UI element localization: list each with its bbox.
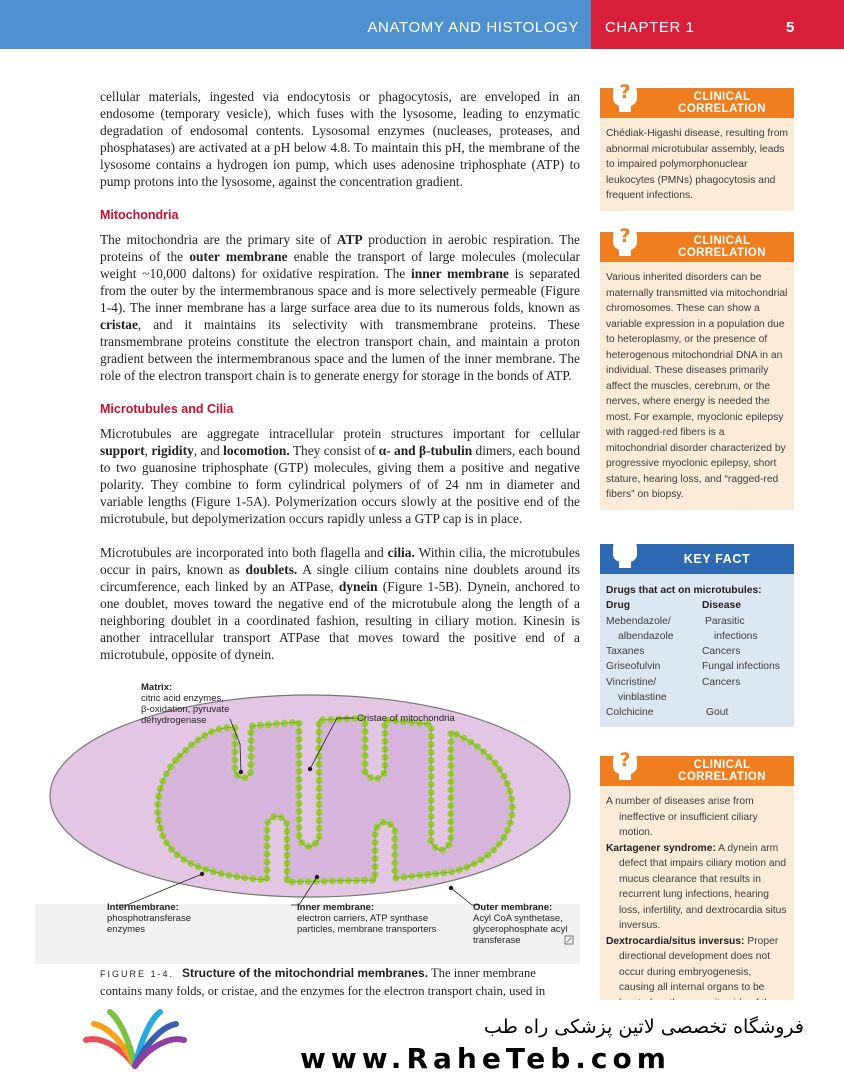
clinical-correlation-header: ? CLINICAL CORRELATION <box>600 756 794 786</box>
store-name-persian: فروشگاه تخصصی لاتین پزشکی راه طب <box>484 1016 804 1038</box>
mitochondria-heading: Mitochondria <box>100 208 179 222</box>
mitochondria-paragraph: The mitochondria are the primary site of ATP production in aerobic respiration. The proteins of the outer membrane enable the transport of large molecules (molecular weight ~10,000 daltons) for oxidative respiration. The inner membrane is separated from the outer by the intermembranous space and is more selectively permeable (Figure 1-4). The inner membrane has a large surface area due to its numerous folds, known as cristae, and it maintains its selectivity with transmembrane proteins. These transmembrane proteins constitute the electron transport chain, and maintain a proton gradient between the intermembranous space and the lumen of the inner membrane. The role of the electron transport chain is to generate energy for storage in the bonds of ATP. <box>100 232 580 383</box>
clinical-correlation-text: A number of diseases arise from ineffective or insufficient ciliary motion. Kartagener syndrome: A dynein arm defect that impairs ciliary motion and mucus clearance that results in recurrent lung infections, hearing loss, infertility, and dextrocardia situs inversus. Dextrocardia/situs inversus: Proper directional development does not occur during embryogenesis, causing all internal organs to be <box>600 786 794 1018</box>
inner-membrane-pointer-dot <box>315 875 319 879</box>
store-banner <box>0 1000 844 1080</box>
cristae-label: Cristae of mitochondria <box>357 713 455 724</box>
clinical-correlation-box-3 <box>600 749 794 1000</box>
keyhole-icon <box>610 536 640 574</box>
chapter-label: CHAPTER 1 <box>605 19 695 36</box>
microtubules-paragraph-2: Microtubules are incorporated into both flagella and cilia. Within cilia, the microtubules occur in pairs, known as doublets. A single cilium contains nine doublets around its circumference, each linked by an ATPase, dynein (Figure 1-5B). Dynein, anchored to one doublet, moves toward the negative end of the microtubule along the length of a neighboring doublet in a coordinated fashion, resulting in ciliary motion. Kinesin is another intracellular transport ATPase that moves toward the positive end of a microtubule, opposite of dynein. <box>100 545 580 662</box>
microtubules-paragraph-1: Microtubules are aggregate intracellular protein structures important for cellular support, rigidity, and locomotion. They consist of α- and β-tubulin dimers, each bound to two guanosine triphosphate (GTP) molecules, giving them a positive and negative polarity. They combine to form cylindrical polymers of of 24 nm in diameter and variable lengths (Figure 1-5A). Polymerization occurs slowly at the positive end of the microtubule, but depolymerization occurs rapidly unless a GTP cap is in place. <box>100 426 581 526</box>
microtubules-heading: Microtubules and Cilia <box>100 402 234 416</box>
key-fact-subtitle: Drugs that act on microtubules: <box>606 585 762 596</box>
intermembrane-pointer-dot <box>200 872 204 876</box>
inner-membrane-label: Inner membrane: electron carriers, ATP synthase particles, membrane transporters <box>297 902 437 935</box>
clinical-correlation-header: ? CLINICAL CORRELATION <box>600 88 794 118</box>
matrix-label: Matrix: citric acid enzymes, β-oxidation, pyruvate dehydrogenase <box>141 682 230 726</box>
key-fact-row: Griseofulvin Fungal infections <box>606 661 780 673</box>
question-head-icon: ? <box>610 80 640 118</box>
clinical-correlation-text: Various inherited disorders can be maternally transmitted via mitochondrial chromosomes. These can show a variable expression in a population due to heteroplasmy, or the presence of heterogenous mitochondrial DNA in an individual. These diseases primarily affect the muscles, cerebrum, or the nerves, where energy is needed the most. For example, myoclonic epilepsy with ragged-red fibers is a mitochondrial disorder characterized by progressive myoclonic epilepsy, short stature, hearing loss, and “ragged-red fibers” on biopsy. <box>600 262 794 510</box>
key-fact-header: KEY FACT <box>600 544 794 574</box>
page-number: 5 <box>786 19 795 36</box>
key-fact-box <box>600 544 794 727</box>
question-head-icon: ? <box>610 748 640 786</box>
store-url[interactable]: www.RaheTeb.com <box>300 1042 671 1075</box>
question-head-icon: ? <box>610 224 640 262</box>
mitochondria-figure <box>35 664 580 994</box>
outer-membrane-pointer-dot <box>449 886 453 890</box>
matrix-pointer-dot <box>239 770 243 774</box>
clinical-correlation-header: ? CLINICAL CORRELATION <box>600 232 794 262</box>
key-fact-row: vinblastine <box>618 692 667 704</box>
open-book-logo-icon <box>80 1006 190 1076</box>
clinical-correlation-text: Chédiak-Higashi disease, resulting from abnormal microtubular assembly, leads to impaired polymorphonuclear leukocytes (PMNs) phagocytosis and frequent infections. <box>600 118 794 211</box>
clinical-correlation-box-1 <box>600 81 794 211</box>
inner-membrane-with-cristae <box>158 718 512 882</box>
key-fact-text <box>600 574 794 727</box>
page-header <box>0 0 844 49</box>
figure-caption-text: The inner membrane contains many folds, or cristae, and the enzymes for the electron transport chain, used in <box>100 966 546 998</box>
figure-caption-title: Structure of the mitochondrial membranes. <box>182 966 429 980</box>
key-fact-table-header: Drug Disease <box>606 600 741 612</box>
key-fact-row: Vincristine/ Cancers <box>606 676 741 688</box>
intro-paragraph: cellular materials, ingested via endocytosis or phagocytosis, are enveloped in an endosome (temporary vesicle), which fuses with the lysosome, leading to enzymatic degradation of endosomal contents. Lysosomal enzymes (nucleases, proteases, and phosphatases) are activated at a pH below 4.8. To maintain this pH, the membrane of the lysosome contains a hydrogen ion pump, which uses adenosine triphosphate (ATP) to pump protons into the lysosome, against the concentration gradient. <box>100 89 580 189</box>
key-fact-row: Taxanes Cancers <box>606 646 741 658</box>
key-fact-row: Colchicine Gout <box>606 707 729 719</box>
key-fact-row: Mebendazole/ Parasitic <box>606 615 745 627</box>
figure-number: FIGURE 1-4. <box>100 969 175 979</box>
key-fact-row: albendazole infections <box>618 630 758 642</box>
cristae-pointer-dot <box>308 767 312 771</box>
intermembrane-label: Intermembrane: phosphotransferase enzymes <box>107 902 191 935</box>
outer-membrane-label: Outer membrane: Acyl CoA synthetase, glycerophosphate acyl transferase <box>473 902 568 946</box>
main-column <box>100 88 580 680</box>
clinical-correlation-box-2 <box>600 225 794 510</box>
running-title: ANATOMY AND HISTOLOGY <box>367 19 579 36</box>
